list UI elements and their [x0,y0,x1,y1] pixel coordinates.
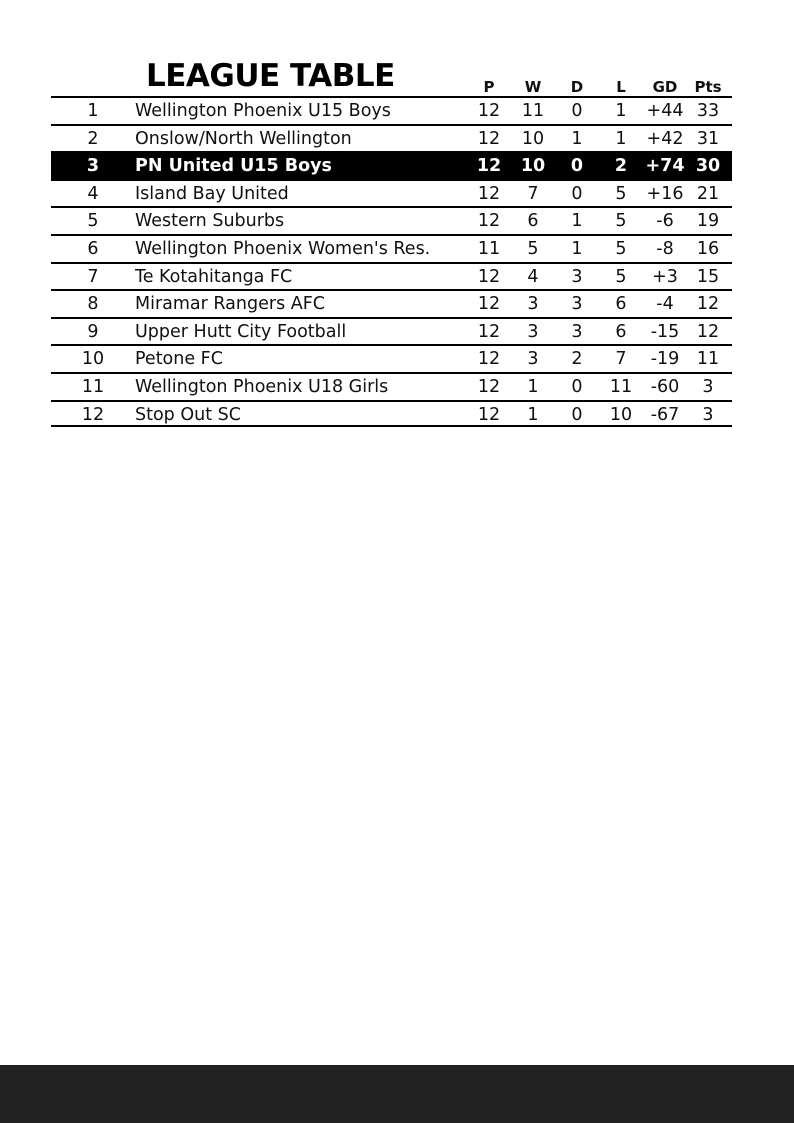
team-name: Wellington Phoenix Women's Res. [135,238,431,259]
table-row [51,289,732,317]
played-cell: 11 [477,238,501,259]
table-row [51,206,732,234]
team-name: Petone FC [135,349,223,370]
played-cell: 12 [477,183,501,204]
position-cell: 8 [87,294,99,315]
team-name: PN United U15 Boys [135,156,332,177]
page-title: LEAGUE TABLE [146,58,395,94]
won-cell: 10 [520,156,546,177]
points-cell: 11 [696,349,720,370]
header-won: W [524,78,542,96]
points-cell: 21 [696,183,720,204]
header-lost: L [616,78,626,96]
goal-difference-cell: -6 [656,211,674,232]
drawn-cell: 0 [570,156,584,177]
lost-cell: 6 [615,321,627,342]
won-cell: 4 [527,266,539,287]
position-cell: 11 [81,376,105,397]
team-name: Island Bay United [135,183,289,204]
goal-difference-cell: +16 [646,183,684,204]
lost-cell: 1 [615,101,627,121]
played-cell: 12 [477,101,501,121]
table-row [51,179,732,207]
lost-cell: 5 [615,211,627,232]
played-cell: 12 [477,294,501,315]
team-name: Western Suburbs [135,211,285,232]
played-cell: 12 [477,266,501,287]
won-cell: 3 [527,349,539,370]
lost-cell: 5 [615,266,627,287]
played-cell: 12 [477,349,501,370]
points-cell: 33 [696,101,720,121]
header-drawn: D [570,78,584,96]
position-cell: 12 [81,404,105,425]
team-name: Miramar Rangers AFC [135,294,326,315]
drawn-cell: 3 [571,321,583,342]
lost-cell: 2 [614,156,628,177]
points-cell: 12 [696,294,720,315]
position-cell: 5 [87,211,99,232]
drawn-cell: 0 [571,376,583,397]
points-cell: 16 [696,238,720,259]
table-body [51,96,732,427]
position-cell: 2 [87,128,99,149]
lost-cell: 5 [615,238,627,259]
position-cell: 3 [86,156,100,177]
position-cell: 4 [87,183,99,204]
position-cell: 6 [87,238,99,259]
lost-cell: 10 [609,404,633,425]
header-goal-difference: GD [652,78,678,96]
goal-difference-cell: -60 [650,376,680,397]
goal-difference-cell: -19 [650,349,680,370]
lost-cell: 1 [615,128,627,149]
won-cell: 11 [521,101,545,121]
position-cell: 1 [87,101,99,121]
drawn-cell: 2 [571,349,583,370]
won-cell: 7 [527,183,539,204]
footer-bar [0,1065,794,1123]
table-row [51,234,732,262]
lost-cell: 5 [615,183,627,204]
table-row [51,344,732,372]
drawn-cell: 1 [571,238,583,259]
points-cell: 31 [696,128,720,149]
played-cell: 12 [477,376,501,397]
drawn-cell: 3 [571,294,583,315]
league-table [51,76,732,427]
table-row [51,372,732,400]
table-header [51,76,732,96]
goal-difference-cell: -67 [650,404,680,425]
position-cell: 7 [87,266,99,287]
header-points: Pts [694,78,722,96]
table-row [51,400,732,428]
points-cell: 30 [695,156,721,177]
table-row [51,262,732,290]
team-name: Onslow/North Wellington [135,128,352,149]
won-cell: 3 [527,294,539,315]
lost-cell: 11 [609,376,633,397]
points-cell: 3 [702,376,714,397]
won-cell: 6 [527,211,539,232]
goal-difference-cell: -8 [656,238,674,259]
won-cell: 1 [527,404,539,425]
won-cell: 10 [521,128,545,149]
points-cell: 12 [696,321,720,342]
points-cell: 19 [696,211,720,232]
position-cell: 9 [87,321,99,342]
points-cell: 3 [702,404,714,425]
team-name: Stop Out SC [135,404,241,425]
goal-difference-cell: -15 [650,321,680,342]
header-played: P [483,78,495,96]
drawn-cell: 0 [571,101,583,121]
team-name: Te Kotahitanga FC [135,266,293,287]
goal-difference-cell: +44 [646,101,684,121]
drawn-cell: 0 [571,404,583,425]
position-cell: 10 [81,349,105,370]
table-row-highlighted [51,151,732,179]
played-cell: 12 [477,321,501,342]
table-row [51,124,732,152]
lost-cell: 7 [615,349,627,370]
points-cell: 15 [696,266,720,287]
goal-difference-cell: +74 [645,156,685,177]
won-cell: 5 [527,238,539,259]
played-cell: 12 [476,156,502,177]
lost-cell: 6 [615,294,627,315]
drawn-cell: 1 [571,128,583,149]
goal-difference-cell: +42 [646,128,684,149]
drawn-cell: 0 [571,183,583,204]
played-cell: 12 [477,211,501,232]
team-name: Upper Hutt City Football [135,321,347,342]
team-name: Wellington Phoenix U18 Girls [135,376,389,397]
goal-difference-cell: -4 [656,294,674,315]
played-cell: 12 [477,404,501,425]
drawn-cell: 3 [571,266,583,287]
team-name: Wellington Phoenix U15 Boys [135,101,391,121]
won-cell: 1 [527,376,539,397]
drawn-cell: 1 [571,211,583,232]
played-cell: 12 [477,128,501,149]
table-row [51,96,732,124]
goal-difference-cell: +3 [652,266,678,287]
table-row [51,317,732,345]
won-cell: 3 [527,321,539,342]
